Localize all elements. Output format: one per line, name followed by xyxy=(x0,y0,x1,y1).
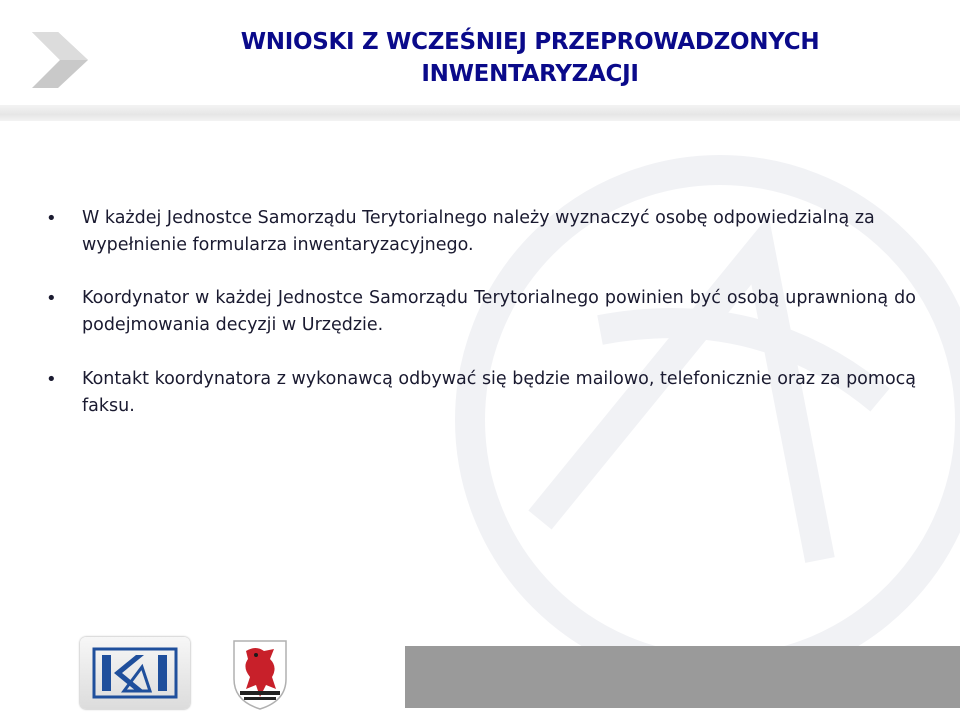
bullet-marker: • xyxy=(46,208,57,229)
bullet-item-1 xyxy=(44,205,916,259)
footer-bar xyxy=(405,646,960,708)
chevron-icon xyxy=(28,28,92,92)
ki-logo xyxy=(80,637,190,709)
title-divider xyxy=(0,105,960,121)
bullet-item-2 xyxy=(44,285,916,339)
ki-logo-mark xyxy=(80,637,190,709)
crest-logo xyxy=(230,637,290,711)
bullet-text: Kontakt koordynatora z wykonawcą odbywać się będzie mailowo, telefonicznie oraz za pomocą faksu. xyxy=(82,369,916,416)
bullet-text: W każdej Jednostce Samorządu Terytorialnego należy wyznaczyć osobę odpowiedzialną za wypełnienie formularza inwentaryzacyjnego. xyxy=(82,208,875,255)
bullet-marker: • xyxy=(46,369,57,390)
slide-title xyxy=(140,26,920,90)
bullet-list xyxy=(44,205,916,420)
bullet-text: Koordynator w każdej Jednostce Samorządu Terytorialnego powinien być osobą uprawnioną do podejmowania decyzji w Urzędzie. xyxy=(82,288,916,335)
slide-title-line-1: WNIOSKI Z WCZEŚNIEJ PRZEPROWADZONYCH xyxy=(240,29,820,55)
bullet-marker: • xyxy=(46,288,57,309)
bullet-item-3 xyxy=(44,366,916,420)
slide-title-line-2: INWENTARYZACJI xyxy=(421,61,639,87)
